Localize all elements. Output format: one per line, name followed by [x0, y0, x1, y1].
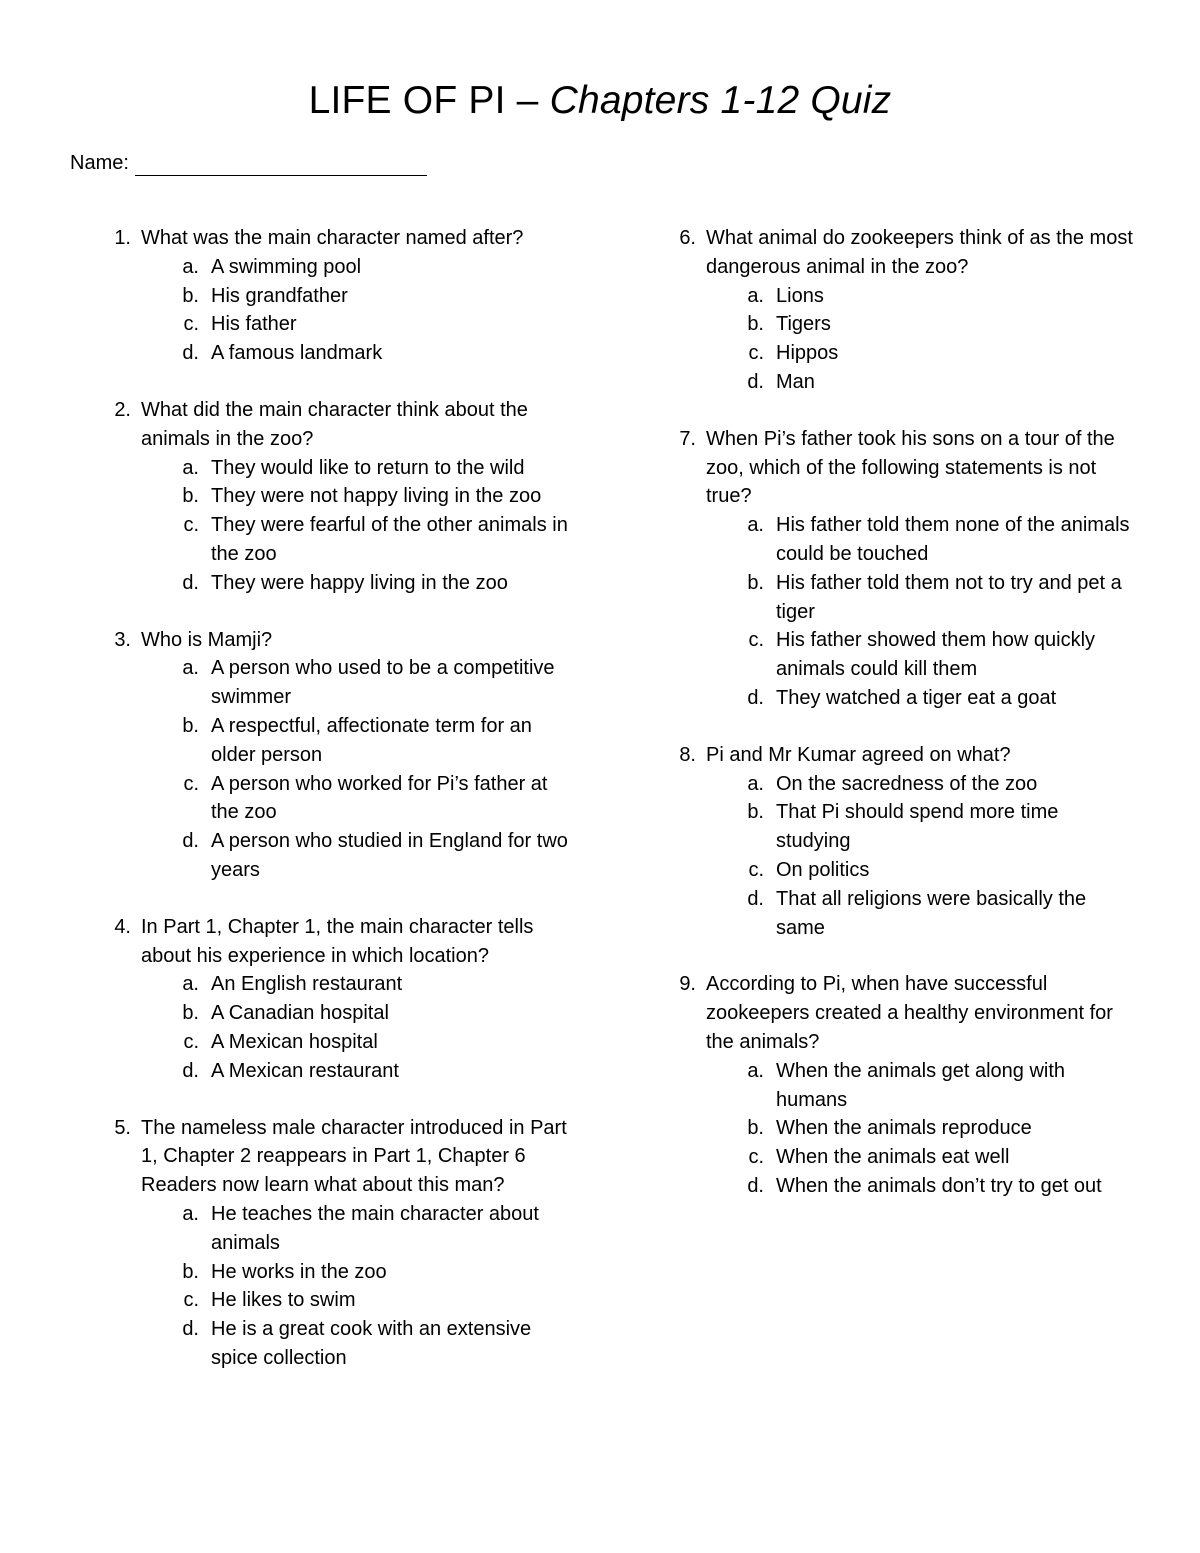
question-3: [103, 626, 573, 885]
option-text: A Canadian hospital: [211, 1002, 389, 1025]
question-6: [668, 224, 1138, 397]
title-main: LIFE OF PI –: [308, 79, 550, 122]
option-text: He likes to swim: [211, 1289, 356, 1312]
answer-option[interactable]: [706, 626, 1138, 684]
option-text: Man: [776, 370, 815, 393]
option-text: A respectful, affectionate term for an older person: [211, 714, 532, 766]
option-letter: a.: [747, 284, 764, 307]
question-number: 4.: [114, 915, 131, 938]
option-text: His grandfather: [211, 284, 348, 307]
option-text: That all religions were basically the same: [776, 887, 1087, 939]
answer-option[interactable]: [706, 798, 1138, 856]
title-subtitle: Chapters 1-12 Quiz: [549, 79, 892, 122]
option-letter: b.: [182, 1002, 199, 1025]
option-text: On the sacredness of the zoo: [776, 772, 1038, 795]
option-letter: c.: [183, 514, 199, 537]
option-letter: d.: [182, 571, 199, 594]
question-2: [103, 396, 573, 598]
answer-option[interactable]: [141, 310, 573, 339]
answer-option[interactable]: [141, 654, 573, 712]
answer-option[interactable]: [141, 511, 573, 569]
option-letter: b.: [182, 1260, 199, 1283]
answer-option[interactable]: [706, 885, 1138, 943]
answer-options: [141, 654, 573, 884]
answer-option[interactable]: [141, 1057, 573, 1086]
question-text: Pi and Mr Kumar agreed on what?: [706, 743, 1011, 766]
option-text: He works in the zoo: [211, 1260, 387, 1283]
option-letter: c.: [748, 629, 764, 652]
option-text: An English restaurant: [211, 973, 403, 996]
question-number: 3.: [114, 628, 131, 651]
question-number: 8.: [679, 743, 696, 766]
answer-options: [706, 770, 1138, 943]
option-text: They were happy living in the zoo: [211, 571, 508, 594]
option-text: A person who worked for Pi’s father at the zoo: [211, 772, 548, 824]
answer-option[interactable]: [706, 310, 1138, 339]
option-text: Hippos: [776, 342, 839, 365]
option-text: Lions: [776, 284, 824, 307]
answer-option[interactable]: [141, 1028, 573, 1057]
answer-options: [706, 511, 1138, 713]
option-letter: a.: [747, 1059, 764, 1082]
option-text: A swimming pool: [211, 255, 362, 278]
question-text: What did the main character think about the animals in the zoo?: [141, 398, 528, 450]
answer-option[interactable]: [141, 482, 573, 511]
answer-option[interactable]: [141, 1286, 573, 1315]
option-letter: a.: [182, 657, 199, 680]
option-text: They were not happy living in the zoo: [211, 485, 542, 508]
option-text: His father: [211, 313, 297, 336]
option-letter: c.: [183, 772, 199, 795]
option-text: When the animals get along with humans: [776, 1059, 1066, 1111]
option-letter: c.: [183, 313, 199, 336]
answer-option[interactable]: [706, 1172, 1138, 1201]
option-text: When the animals eat well: [776, 1146, 1010, 1169]
question-number: 1.: [114, 227, 131, 249]
answer-option[interactable]: [706, 770, 1138, 799]
option-letter: b.: [182, 485, 199, 508]
option-text: A Mexican hospital: [211, 1030, 378, 1053]
option-text: A Mexican restaurant: [211, 1059, 399, 1082]
answer-option[interactable]: [141, 1258, 573, 1287]
option-text: His father told them none of the animals could be touched: [776, 514, 1130, 565]
answer-options: [141, 253, 573, 368]
option-letter: d.: [747, 887, 764, 910]
option-letter: b.: [182, 284, 199, 307]
option-letter: a.: [747, 514, 764, 537]
answer-option[interactable]: [141, 999, 573, 1028]
answer-option[interactable]: [706, 511, 1138, 569]
answer-option[interactable]: [141, 712, 573, 770]
question-number: 7.: [679, 427, 696, 450]
answer-option[interactable]: [706, 368, 1138, 397]
answer-options: [141, 454, 573, 598]
question-4: [103, 913, 573, 1086]
page-title: [0, 78, 1200, 124]
answer-option[interactable]: [706, 1114, 1138, 1143]
option-letter: c.: [748, 1146, 764, 1169]
answer-option[interactable]: [141, 770, 573, 828]
option-letter: d.: [182, 342, 199, 365]
answer-option[interactable]: [706, 339, 1138, 368]
question-text: The nameless male character introduced in Part 1, Chapter 2 reappears in Part 1, Chapter 6 Readers now learn what about this man?: [141, 1116, 567, 1197]
question-7: [668, 425, 1138, 713]
option-letter: d.: [182, 1318, 199, 1341]
option-letter: a.: [747, 772, 764, 795]
answer-options: [706, 282, 1138, 397]
answer-options: [706, 1057, 1138, 1201]
question-5: [103, 1114, 573, 1373]
question-number: 9.: [679, 973, 696, 996]
question-number: 6.: [679, 227, 696, 249]
question-text: What was the main character named after?: [141, 227, 524, 249]
option-text: Tigers: [776, 313, 831, 336]
question-8: [668, 741, 1138, 943]
name-label: Name:: [70, 152, 129, 174]
option-letter: a.: [182, 973, 199, 996]
option-letter: d.: [747, 370, 764, 393]
answer-option[interactable]: [141, 282, 573, 311]
option-letter: a.: [182, 456, 199, 479]
name-field-row: [70, 150, 427, 176]
option-text: On politics: [776, 858, 870, 881]
answer-options: [141, 970, 573, 1085]
answer-option[interactable]: [706, 1143, 1138, 1172]
option-letter: c.: [183, 1030, 199, 1053]
left-column: [103, 224, 573, 1401]
question-number: 5.: [114, 1116, 131, 1139]
option-letter: d.: [182, 830, 199, 853]
option-text: They were fearful of the other animals in the zoo: [211, 514, 568, 565]
answer-option[interactable]: [706, 282, 1138, 311]
option-letter: b.: [747, 1117, 764, 1140]
answer-option[interactable]: [706, 1057, 1138, 1115]
option-letter: b.: [747, 571, 764, 594]
name-blank-line[interactable]: [135, 157, 427, 176]
option-text: A person who used to be a competitive swimmer: [211, 657, 555, 709]
question-text: When Pi’s father took his sons on a tour of the zoo, which of the following statements is not true?: [706, 427, 1115, 508]
option-letter: d.: [182, 1059, 199, 1082]
option-letter: d.: [747, 1174, 764, 1197]
option-letter: c.: [748, 342, 764, 365]
option-letter: c.: [748, 858, 764, 881]
answer-option[interactable]: [141, 569, 573, 598]
question-9: [668, 970, 1138, 1200]
option-text: His father showed them how quickly animals could kill them: [776, 629, 1096, 681]
question-text: What animal do zookeepers think of as the most dangerous animal in the zoo?: [706, 227, 1133, 278]
option-letter: b.: [747, 313, 764, 336]
question-text: Who is Mamji?: [141, 628, 273, 651]
option-text: When the animals don’t try to get out: [776, 1174, 1102, 1197]
answer-options: [141, 1200, 573, 1373]
question-1: [103, 224, 573, 368]
answer-option[interactable]: [141, 253, 573, 282]
question-text: In Part 1, Chapter 1, the main character tells about his experience in which location?: [141, 915, 534, 967]
answer-option[interactable]: [706, 856, 1138, 885]
answer-option[interactable]: [706, 569, 1138, 627]
option-text: He teaches the main character about animals: [211, 1202, 539, 1254]
option-letter: a.: [182, 255, 199, 278]
option-text: He is a great cook with an extensive spice collection: [211, 1318, 532, 1369]
option-letter: b.: [182, 714, 199, 737]
option-text: His father told them not to try and pet a tiger: [776, 571, 1122, 623]
answer-option[interactable]: [706, 684, 1138, 713]
option-letter: c.: [183, 1289, 199, 1312]
option-text: A person who studied in England for two years: [211, 830, 568, 881]
option-text: They would like to return to the wild: [211, 456, 525, 479]
answer-option[interactable]: [141, 339, 573, 368]
answer-option[interactable]: [141, 970, 573, 999]
option-letter: b.: [747, 801, 764, 824]
answer-option[interactable]: [141, 454, 573, 483]
option-text: They watched a tiger eat a goat: [776, 686, 1057, 709]
option-letter: d.: [747, 686, 764, 709]
option-letter: a.: [182, 1202, 199, 1225]
answer-option[interactable]: [141, 1315, 573, 1373]
right-column: [668, 224, 1138, 1229]
answer-option[interactable]: [141, 827, 573, 885]
question-text: According to Pi, when have successful zookeepers created a healthy environment for the animals?: [706, 973, 1113, 1053]
option-text: That Pi should spend more time studying: [776, 801, 1059, 853]
option-text: When the animals reproduce: [776, 1117, 1032, 1140]
answer-option[interactable]: [141, 1200, 573, 1258]
option-text: A famous landmark: [211, 342, 383, 365]
question-number: 2.: [114, 398, 131, 421]
